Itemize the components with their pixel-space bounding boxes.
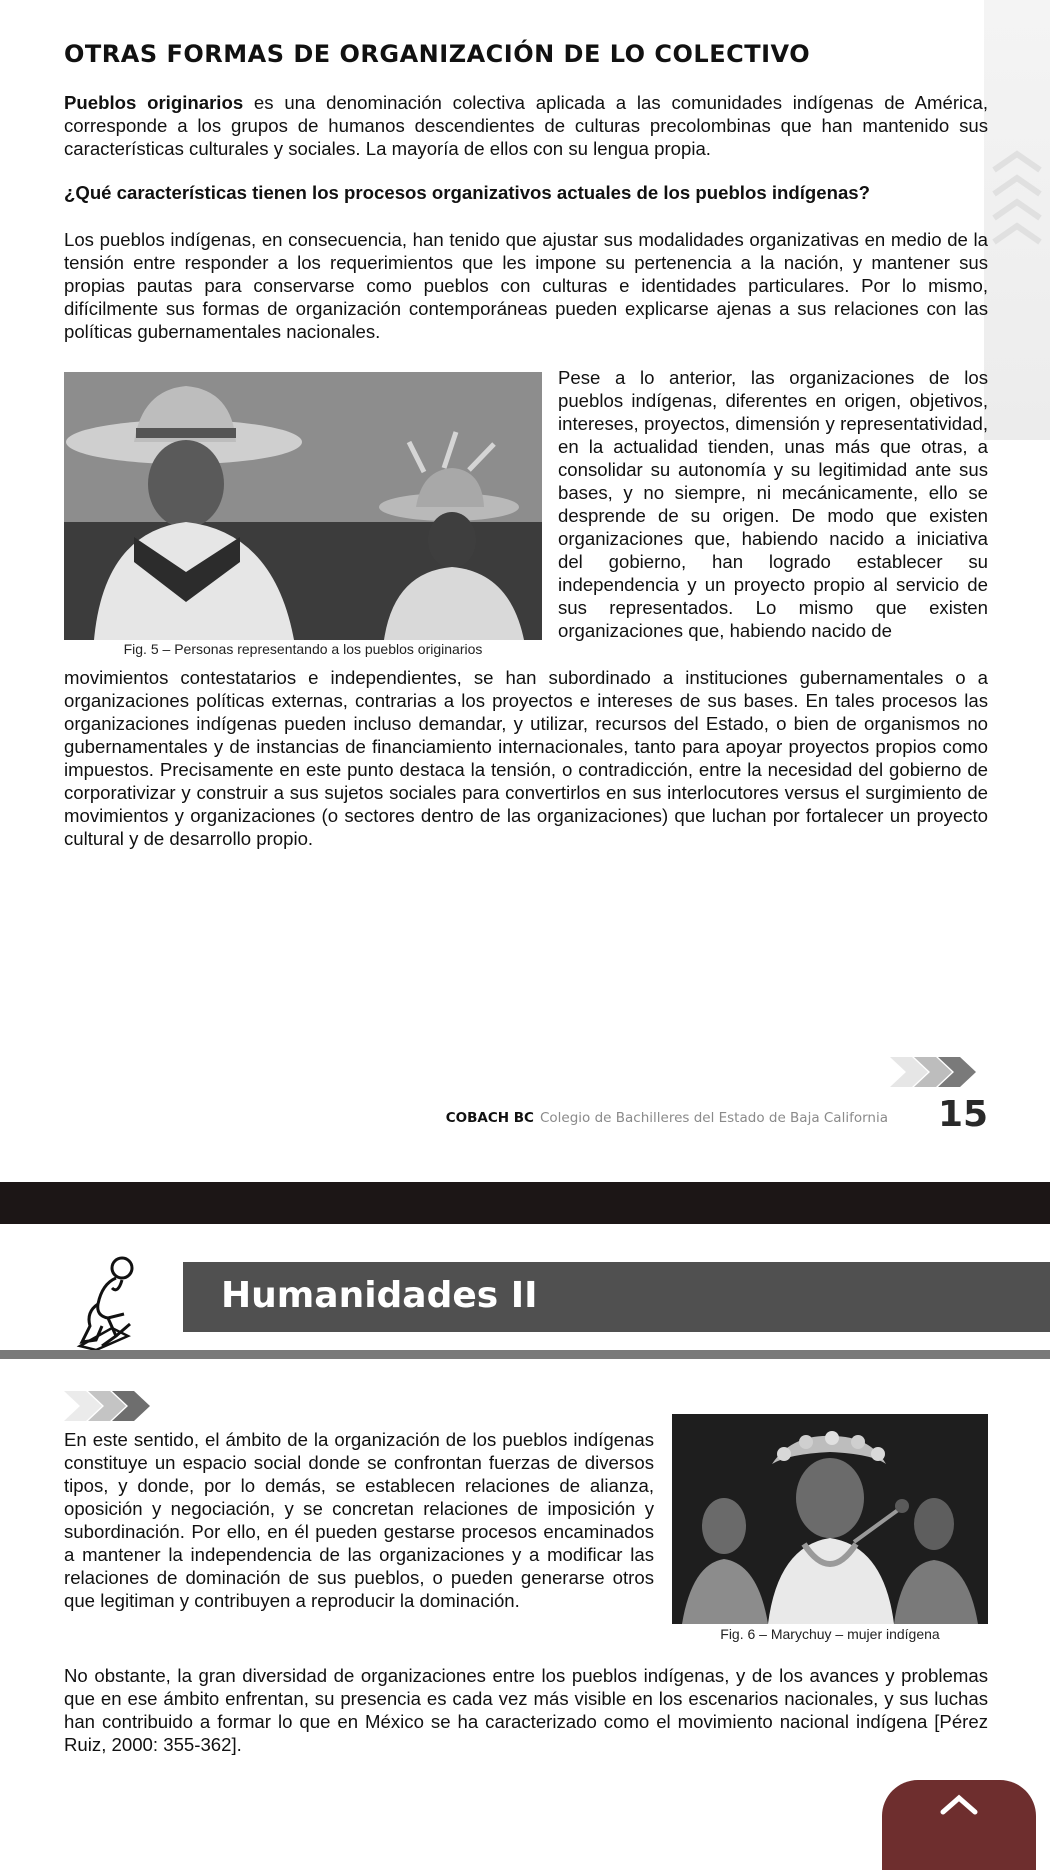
figure-5-photo [64, 372, 542, 640]
chevron-arrows-icon [64, 1389, 160, 1423]
section-title: OTRAS FORMAS DE ORGANIZACIÓN DE LO COLECTIVO [64, 40, 811, 68]
paragraph-2: No obstante, la gran diversidad de organizaciones entre los pueblos indígenas, y de los avances y problemas que en ese ámbito enfrentan, su presencia es cada vez más visible en los escenarios nacionales, y sus luchas han contribuido a formar lo que en México se ha caracterizado como el movimiento nacional indígena [Pérez Ruiz, 2000: 355-362]. [64, 1665, 988, 1755]
paragraph-3-right-column: Pese a lo anterior, las organizaciones de los pueblos indígenas, diferentes en origen, objetivos, intereses, proyectos, dimensión y representatividad, en la actualidad tienden, unas más que otras, a consolidar su autonomía y su legitimidad ante sus bases, y no siempre, ni mecánicamente, ello se desprende de su origen. De modo que existen organizaciones que, habiendo nacido a iniciativa del gobierno, han logrado establecer su independencia y un proyecto propio al servicio de sus representados. Lo mismo que existen organizaciones que, habiendo nacido de [558, 367, 988, 641]
page-number: 15 [938, 1094, 989, 1135]
intro-term: Pueblos originarios [64, 92, 244, 113]
paragraph-3-continued: movimientos contestatarios e independientes, se han subordinado a instituciones gubernamentales o a organizaciones políticas externas, contrarias a los proyectos e intereses de sus bases. En tales procesos las organizaciones indígenas pueden incluso demandar, y utilizar, recursos del Estado, o bien de organismos no gubernamentales y de instancias de financiamiento internacionales, tanto para apoyar proyectos propios como impuestos. Precisamente en este punto destaca la tensión, o contradicción, entre la necesidad del gobierno de corporativizar y construir a sus sujetos sociales para convertirlos en sus interlocutores versus el surgimiento de movimientos y organizaciones (o sectores dentro de las organizaciones) que luchan por fortalecer un proyecto cultural y de desarrollo propio. [64, 667, 988, 849]
footer-brand: COBACH BC [445, 1110, 534, 1126]
scroll-up-icon [939, 1792, 979, 1816]
figure-6-caption: Fig. 6 – Marychuy – mujer indígena [720, 1626, 940, 1642]
question-heading: ¿Qué características tienen los procesos organizativos actuales de los pueblos indígenas? [64, 182, 870, 203]
figure-5-caption: Fig. 5 – Personas representando a los pueblos originarios [123, 641, 483, 657]
paragraph-1: En este sentido, el ámbito de la organización de los pueblos indígenas constituye un espacio social donde se confrontan fuerzas de diversos tipos, y donde, por lo demás, se establecen relaciones de alianza, oposición y negociación, y se concretan relaciones de imposición y subordinación. Por ello, en él pueden gestarse procesos encaminados a mantener la independencia de las organizaciones y a modificar las relaciones de dominación de sus pueblos, o pueden generarse otros que legitiman y contribuyen a reproducir la dominación. [64, 1429, 654, 1611]
header-bar [183, 1262, 1050, 1332]
page-16 [0, 1224, 1050, 1840]
header-title: Humanidades II [221, 1275, 538, 1316]
figure-6-photo [672, 1414, 988, 1624]
decorative-side-pattern [984, 0, 1050, 440]
indigenous-men-photo-icon [64, 372, 542, 640]
header-rule [0, 1350, 1050, 1359]
paragraph-2: Los pueblos indígenas, en consecuencia, han tenido que ajustar sus modalidades organizativas en medio de la tensión entre responder a los requerimientos que les impone su pertenencia a la nación, y mantener sus propias pautas para conservarse como pueblos con culturas e identidades particulares. Por lo mismo, difícilmente sus formas de organización contemporáneas pueden explicarse ajenas a sus relaciones con las políticas gubernamentales nacionales. [64, 229, 988, 342]
page-separator [0, 1182, 1050, 1224]
intro-text: es una denominación colectiva aplicada a las comunidades indígenas de América, corresponde a los grupos de humanos descendientes de culturas precolombinas que han mantenido sus características culturales y sociales. La mayoría de ellos con su lengua propia. [64, 92, 988, 159]
decorative-chevron-pattern-icon [990, 150, 1044, 270]
footer-institution: Colegio de Bachilleres del Estado de Baja California [539, 1110, 888, 1126]
thinker-icon [72, 1254, 144, 1350]
scroll-to-top-button[interactable] [882, 1780, 1036, 1870]
page-footer [0, 1110, 888, 1126]
chevron-arrows-icon [890, 1055, 990, 1089]
indigenous-woman-photo-icon [672, 1414, 988, 1624]
intro-paragraph [64, 91, 988, 160]
